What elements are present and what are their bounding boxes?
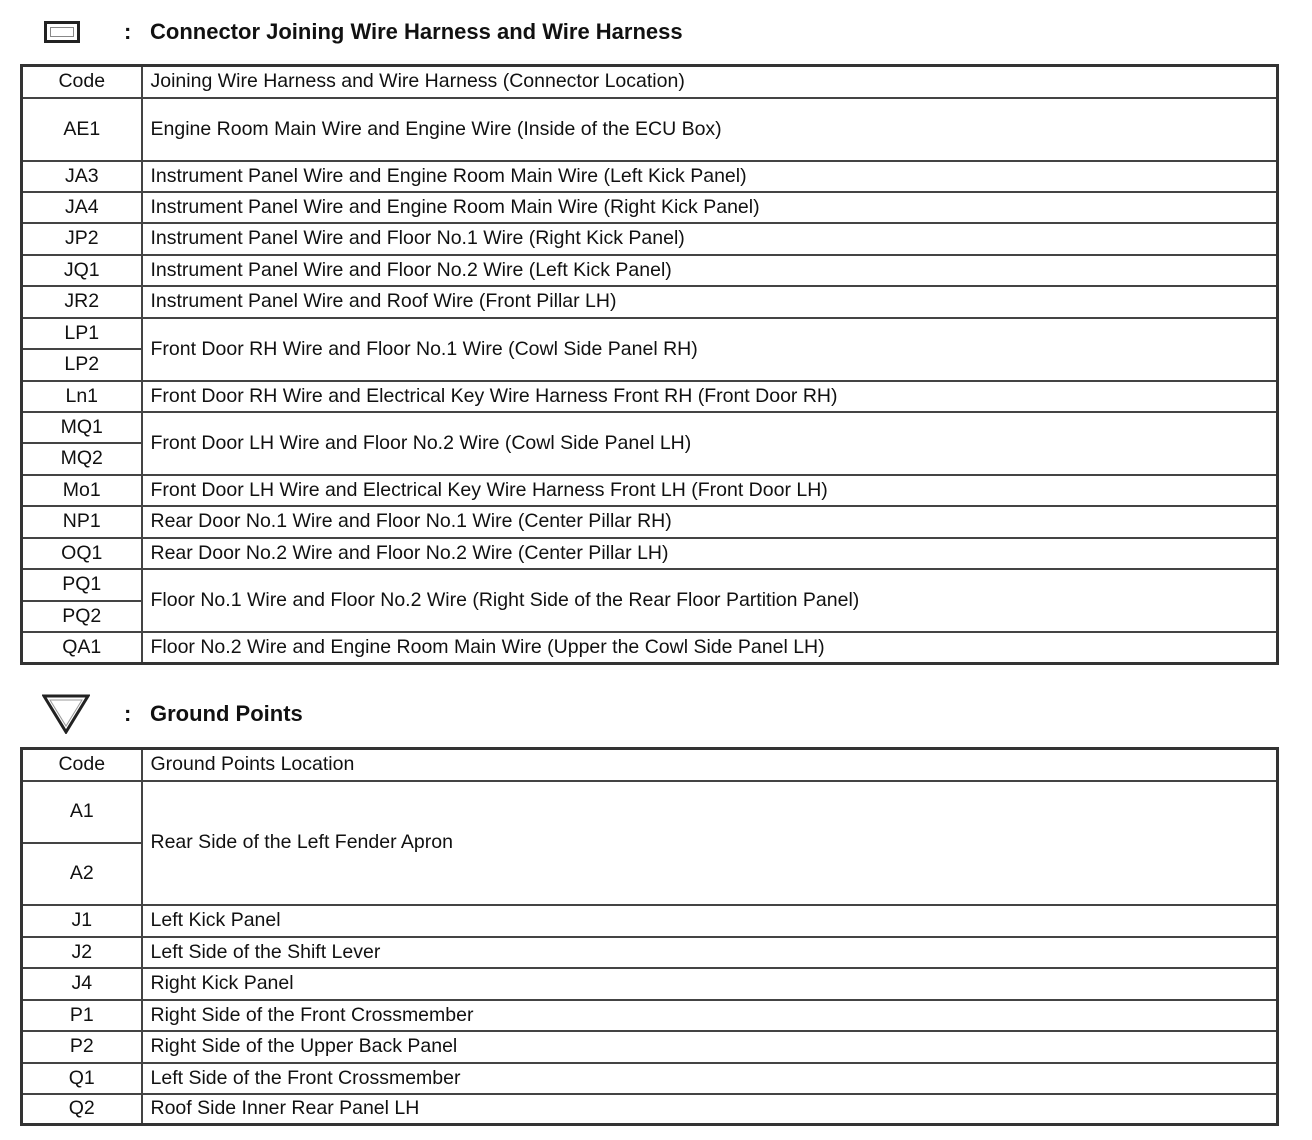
connector-symbol-icon (44, 21, 80, 43)
header-description: Joining Wire Harness and Wire Harness (Connector Location) (142, 66, 1278, 98)
row-description: Left Kick Panel (142, 905, 1278, 937)
header-code: Code (22, 66, 142, 98)
table-row (22, 255, 1278, 286)
row-description: Instrument Panel Wire and Engine Room Main Wire (Left Kick Panel) (142, 161, 1278, 192)
row-description: Instrument Panel Wire and Floor No.2 Wire (Left Kick Panel) (142, 255, 1278, 286)
table-row (22, 318, 1278, 349)
row-description: Right Side of the Front Crossmember (142, 1000, 1278, 1031)
row-code: A1 (22, 781, 142, 843)
table-row (22, 161, 1278, 192)
row-code: PQ1 (22, 569, 142, 601)
header-code: Code (22, 749, 142, 781)
row-description: Instrument Panel Wire and Floor No.1 Wire (Right Kick Panel) (142, 223, 1278, 255)
table-row (22, 1063, 1278, 1094)
row-code: P1 (22, 1000, 142, 1031)
table-row (22, 632, 1278, 664)
row-code: PQ2 (22, 601, 142, 632)
row-code: J4 (22, 968, 142, 1000)
row-code: JP2 (22, 223, 142, 255)
row-description: Rear Door No.2 Wire and Floor No.2 Wire (Center Pillar LH) (142, 538, 1278, 569)
row-code: QA1 (22, 632, 142, 664)
row-code: J1 (22, 905, 142, 937)
row-description: Front Door LH Wire and Floor No.2 Wire (Cowl Side Panel LH) (142, 412, 1278, 475)
table-row (22, 1031, 1278, 1063)
row-code: MQ1 (22, 412, 142, 443)
table-row (22, 905, 1278, 937)
row-code: Q2 (22, 1094, 142, 1125)
ground-section-title: Ground Points (150, 701, 303, 726)
connector-section-heading (44, 14, 844, 50)
row-code: JQ1 (22, 255, 142, 286)
row-code: Ln1 (22, 381, 142, 412)
row-description: Front Door RH Wire and Electrical Key Wire Harness Front RH (Front Door RH) (142, 381, 1278, 412)
table-header-row (22, 66, 1278, 98)
table-row (22, 1000, 1278, 1031)
row-description: Left Side of the Shift Lever (142, 937, 1278, 968)
row-code: Q1 (22, 1063, 142, 1094)
table-header-row (22, 749, 1278, 781)
row-code: A2 (22, 843, 142, 905)
row-code: MQ2 (22, 443, 142, 475)
connector-table (20, 64, 1279, 665)
table-row (22, 381, 1278, 412)
row-description: Roof Side Inner Rear Panel LH (142, 1094, 1278, 1125)
row-description: Front Door RH Wire and Floor No.1 Wire (Cowl Side Panel RH) (142, 318, 1278, 381)
row-code: JA3 (22, 161, 142, 192)
row-description: Instrument Panel Wire and Engine Room Main Wire (Right Kick Panel) (142, 192, 1278, 223)
row-description: Floor No.1 Wire and Floor No.2 Wire (Right Side of the Rear Floor Partition Panel) (142, 569, 1278, 632)
row-description: Front Door LH Wire and Electrical Key Wire Harness Front LH (Front Door LH) (142, 475, 1278, 506)
row-code: NP1 (22, 506, 142, 538)
row-description: Rear Door No.1 Wire and Floor No.1 Wire (Center Pillar RH) (142, 506, 1278, 538)
ground-triangle-icon (42, 694, 90, 734)
connector-colon: : (124, 19, 132, 44)
row-code: JR2 (22, 286, 142, 318)
ground-colon: : (124, 701, 132, 726)
row-description: Instrument Panel Wire and Roof Wire (Front Pillar LH) (142, 286, 1278, 318)
row-code: LP1 (22, 318, 142, 349)
row-code: OQ1 (22, 538, 142, 569)
row-description: Right Kick Panel (142, 968, 1278, 1000)
header-description: Ground Points Location (142, 749, 1278, 781)
table-row (22, 538, 1278, 569)
table-row (22, 412, 1278, 443)
ground-section-heading (44, 696, 644, 732)
table-row (22, 506, 1278, 538)
row-description: Floor No.2 Wire and Engine Room Main Wire (Upper the Cowl Side Panel LH) (142, 632, 1278, 664)
table-row (22, 475, 1278, 506)
row-code: P2 (22, 1031, 142, 1063)
table-row (22, 286, 1278, 318)
row-code: AE1 (22, 98, 142, 161)
row-code: Mo1 (22, 475, 142, 506)
row-description: Engine Room Main Wire and Engine Wire (Inside of the ECU Box) (142, 98, 1278, 161)
row-code: LP2 (22, 349, 142, 381)
table-row (22, 223, 1278, 255)
row-description: Left Side of the Front Crossmember (142, 1063, 1278, 1094)
row-code: JA4 (22, 192, 142, 223)
row-description: Right Side of the Upper Back Panel (142, 1031, 1278, 1063)
table-row (22, 781, 1278, 843)
ground-table (20, 747, 1279, 1126)
table-row (22, 569, 1278, 601)
table-row (22, 192, 1278, 223)
table-row (22, 98, 1278, 161)
connector-section-title: Connector Joining Wire Harness and Wire Harness (150, 19, 683, 44)
table-row (22, 968, 1278, 1000)
table-row (22, 1094, 1278, 1125)
row-description: Rear Side of the Left Fender Apron (142, 781, 1278, 905)
row-code: J2 (22, 937, 142, 968)
table-row (22, 937, 1278, 968)
